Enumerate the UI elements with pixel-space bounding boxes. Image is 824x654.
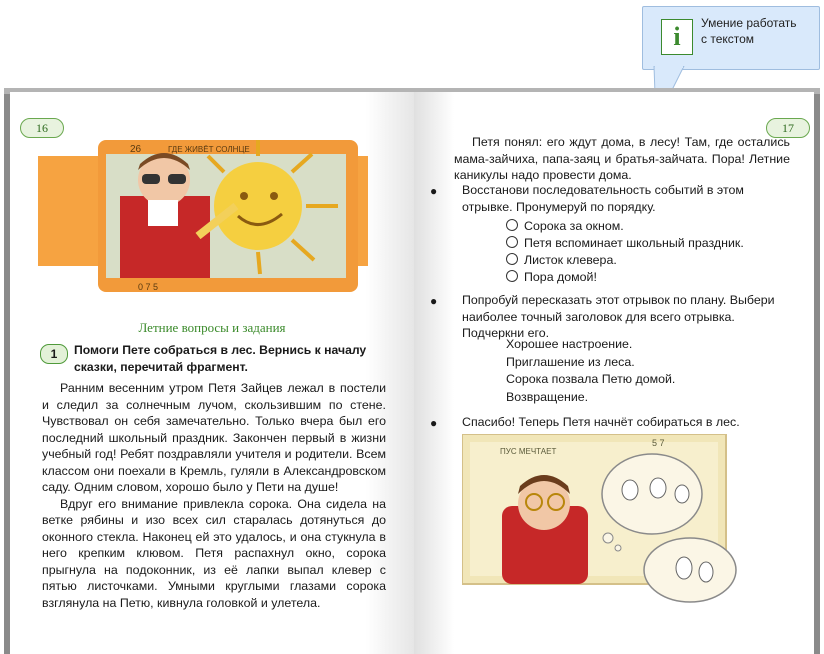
order-circle bbox=[506, 236, 518, 248]
intro-text: Петя понял: его ждут дома, в лесу! Там, где остались мама-зайчиха, папа-заяц и братья-зайчата. Пора! Летние каникулы надо провести дома. bbox=[454, 135, 790, 182]
illustration-boy-sun bbox=[38, 136, 368, 296]
illustration-frame-number: 26 bbox=[130, 144, 142, 155]
paragraph-2: Вдруг его внимание привлекла сорока. Она сидела на ветке рябины и изо всех сил старалась дотянуться до оконного стекла. Наконец ей это удалось, и она стукнула в него крепким клювом. Петя распахнул окно, сорока прыгнула на подоконник, из её лапки выпал клевер с пятью листочками. Умными круглыми глазами сорока взглянула на Петю, кивнула головкой и улетела. bbox=[42, 496, 386, 610]
order-circle bbox=[506, 270, 518, 282]
illustration-boy-dreaming bbox=[462, 434, 762, 604]
story-text bbox=[42, 380, 386, 611]
order-item-label: Листок клевера. bbox=[524, 253, 617, 267]
paragraph-1: Ранним весенним утром Петя Зайцев лежал в постели и следил за солнечным лучом, скользившим по стене. Чувствовал он себя замечательно. Только вчера был его последний школьный праздник. Закончен первый в жизни учебный год! Ребят поздравляли учителя и родители. Всем классом они поехали в Кремль, гуляли в Александровском саду. Одним словом, хорошо было у Пети на душе! bbox=[42, 381, 386, 494]
title-option-1[interactable]: Хорошее настроение. bbox=[506, 337, 633, 351]
order-circle bbox=[506, 219, 518, 231]
order-item-label: Петя вспоминает школьный праздник. bbox=[524, 236, 744, 250]
info-callout bbox=[642, 6, 820, 70]
bullet-marker: ● bbox=[430, 184, 438, 198]
bullet-marker: ● bbox=[430, 294, 438, 308]
open-book bbox=[4, 88, 820, 654]
page-number-right: 17 bbox=[766, 118, 810, 138]
task-instruction: Помоги Пете собраться в лес. Вернись к началу сказки, перечитай фрагмент. bbox=[74, 343, 367, 374]
bullet-task-3: Спасибо! Теперь Петя начнёт собираться в лес. bbox=[462, 415, 740, 429]
right-page bbox=[414, 92, 814, 654]
page-number-left: 16 bbox=[20, 118, 64, 138]
info-icon[interactable]: i bbox=[661, 19, 693, 55]
title-option-3[interactable]: Сорока позвала Петю домой. bbox=[506, 372, 676, 386]
bullet-task-1: Восстанови последовательность событий в этом отрывке. Пронумеруй по порядку. bbox=[462, 183, 744, 214]
order-item-1[interactable] bbox=[506, 218, 786, 235]
illustration-frame-numbers-bottom: 0 7 5 bbox=[138, 282, 159, 292]
order-item-label: Пора домой! bbox=[524, 270, 597, 284]
title-option-2[interactable]: Приглашение из леса. bbox=[506, 354, 635, 369]
section-heading: Летние вопросы и задания bbox=[138, 320, 286, 335]
order-list bbox=[506, 218, 786, 286]
task-number-badge: 1 bbox=[40, 344, 68, 364]
illustration-caption-2: ПУС МЕЧТАЕТ bbox=[500, 447, 557, 456]
title-option-4[interactable]: Возвращение. bbox=[506, 389, 589, 404]
callout-line-2: с текстом bbox=[701, 32, 755, 46]
bullet-task-2: Попробуй пересказать этот отрывок по плану. Выбери наиболее точный заголовок для всего отрывка. Подчеркни его. bbox=[462, 293, 775, 340]
order-item-3[interactable] bbox=[506, 252, 786, 269]
order-item-2[interactable] bbox=[506, 235, 786, 252]
title-options bbox=[506, 336, 786, 406]
order-item-label: Сорока за окном. bbox=[524, 219, 624, 233]
illustration-frame-number-2: 5 7 bbox=[652, 438, 665, 448]
bullet-marker: ● bbox=[430, 416, 438, 430]
callout-text bbox=[701, 15, 817, 47]
illustration-caption: ГДЕ ЖИВЁТ СОЛНЦЕ bbox=[168, 145, 250, 154]
callout-line-1: Умение работать bbox=[701, 16, 797, 30]
order-circle bbox=[506, 253, 518, 265]
order-item-4[interactable] bbox=[506, 269, 786, 286]
left-page bbox=[10, 92, 414, 654]
